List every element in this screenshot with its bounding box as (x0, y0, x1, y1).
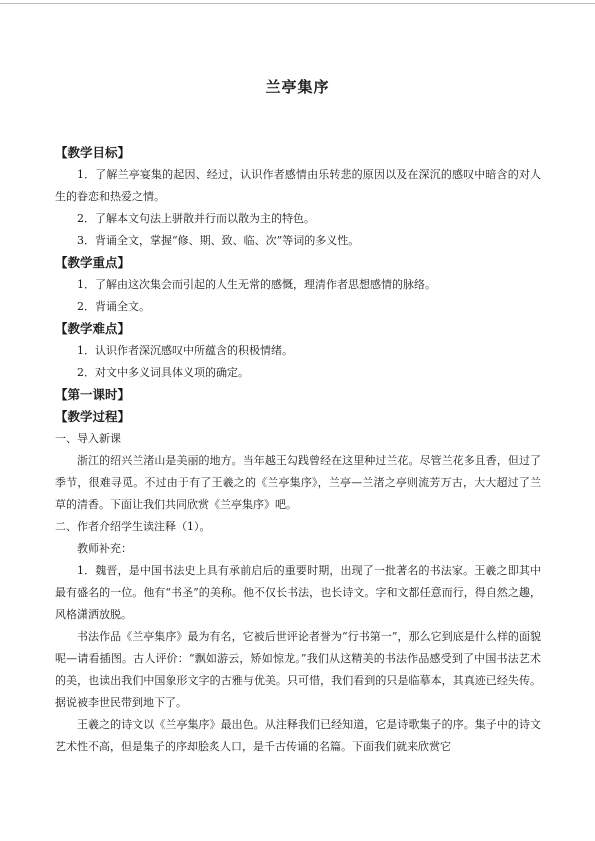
paragraph-calligraphy: 书法作品《兰亭集序》最为有名，它被后世评论者誉为“行书第一”，那么它到底是什么样的面貌呢—请看插图。古人评价：“飘如游云，矫如惊龙。”我们从这精美的书法作品感受到了中国书法艺术的美，也读出我们中国象形文字的古雅与优美。只可惜，我们看到的只是临摹本，其真迹已经失传。据说被李世民带到地下了。 (55, 630, 541, 709)
step-1-title: 一、导入新课 (55, 432, 121, 445)
teacher-note: 教师补充： (77, 542, 132, 555)
section-heading-lesson-1: 【第一课时】 (55, 387, 131, 402)
goal-item-3: 3．背诵全文，掌握“修、期、致、临、次”等词的多义性。 (77, 234, 360, 247)
paragraph-wei-jin: 1．魏晋，是中国书法史上具有承前启后的重要时期，出现了一批著名的书法家。王羲之即其中最有盛名的一位。他有“书圣”的美称。他不仅长书法，也长诗文。字和文都任意而行，得自然之趣，风格潇洒放脱。 (55, 564, 541, 621)
section-heading-difficulties: 【教学难点】 (55, 321, 131, 336)
key-point-item-1: 1．了解由这次集会而引起的人生无常的感慨，理清作者思想感情的脉络。 (77, 278, 436, 291)
section-heading-goals: 【教学目标】 (55, 145, 131, 160)
page-title: 兰亭集序 (265, 78, 330, 96)
document-body (55, 142, 541, 758)
step-2-title: 二、作者介绍学生读注释（1）。 (55, 520, 211, 533)
section-heading-key-points: 【教学重点】 (55, 255, 131, 270)
goal-item-1: 1．了解兰亭宴集的起因、经过，认识作者感情由乐转悲的原因以及在深沉的感叹中暗含的对人生的眷恋和热爱之情。 (55, 168, 541, 203)
difficulty-item-2: 2．对文中多义词具体义项的确定。 (77, 366, 249, 379)
goal-item-2: 2．了解本文句法上骈散并行而以散为主的特色。 (77, 212, 315, 225)
top-rule (0, 3, 595, 4)
step-1-text: 浙江的绍兴兰渚山是美丽的地方。当年越王勾践曾经在这里种过兰花。尽管兰花多且香，但过了季节，很难寻觅。不过由于有了王羲之的《兰亭集序》，兰亭—兰渚之亭则流芳万古，大大超过了兰草的清香。下面让我们共同欣赏《兰亭集序》吧。 (55, 454, 541, 511)
difficulty-item-1: 1．认识作者深沉感叹中所蕴含的积极情绪。 (77, 344, 293, 357)
key-point-item-2: 2．背诵全文。 (77, 300, 150, 313)
paragraph-poetry: 王羲之的诗文以《兰亭集序》最出色。从注释我们已经知道，它是诗歌集子的序。集子中的诗文艺术性不高，但是集子的序却脍炙人口，是千古传诵的名篇。下面我们就来欣赏它 (55, 718, 541, 753)
section-heading-process: 【教学过程】 (55, 409, 131, 424)
